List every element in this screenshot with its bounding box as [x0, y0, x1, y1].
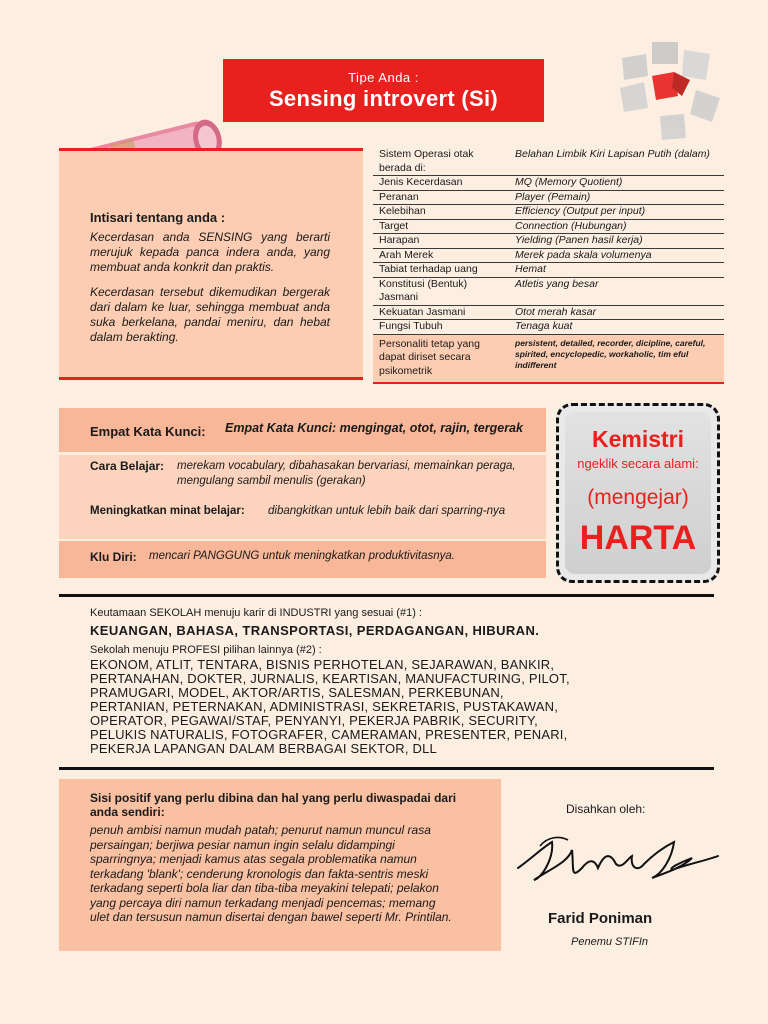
list-item: PERTANAHAN, DOKTER, JURNALIS, KEARTISAN, MANUFACTURING, PILOT,: [90, 671, 570, 686]
kemistri-harta: HARTA: [579, 519, 697, 557]
kemistri-title: Kemistri: [591, 426, 685, 452]
trait-label: Personaliti tetap yang dapat diriset secara psikometrik: [373, 334, 509, 382]
list-item: PELUKIS NATURALIS, FOTOGRAFER, CAMERAMAN, PRESENTER, PENARI,: [90, 727, 568, 742]
sisi-title: Sisi positif yang perlu dibina dan hal yang perlu diwaspadai dari anda sendiri:: [90, 791, 457, 819]
table-row: [373, 219, 724, 234]
trait-value: MQ (Memory Quotient): [509, 176, 724, 191]
klu-label: Klu Diri:: [90, 550, 137, 564]
table-row: [373, 176, 724, 191]
kemistri-card: [556, 403, 720, 583]
trait-value: Atletis yang besar: [509, 277, 724, 305]
table-row: [373, 205, 724, 220]
intisari-paragraph-2: Kecerdasan tersebut dikemudikan bergerak dari dalam ke luar, sehingga membuat anda suka berkelana, pandai meniru, dan hebat dalam berakting.: [90, 285, 330, 344]
list-item: EKONOM, ATLIT, TENTARA, BISNIS PERHOTELAN, SEJARAWAN, BANKIR,: [90, 657, 555, 672]
trait-label: Sistem Operasi otak berada di:: [373, 146, 509, 176]
cara-belajar-label: Cara Belajar:: [90, 459, 165, 473]
trait-label: Harapan: [373, 234, 509, 249]
intisari-paragraph-1: Kecerdasan anda SENSING yang berarti merujuk kepada panca indera anda, yang membuat anda konkrit dan praktis.: [90, 230, 330, 274]
table-row: [373, 263, 724, 278]
trait-label: Konstitusi (Bentuk) Jasmani: [373, 277, 509, 305]
table-row: [373, 305, 724, 320]
divider: [59, 594, 714, 597]
career-list: [90, 658, 610, 756]
table-row: [373, 190, 724, 205]
minat-value: dibangkitkan untuk lebih baik dari sparring-nya: [268, 505, 506, 517]
trait-label: Peranan: [373, 190, 509, 205]
list-item: PEKERJA LAPANGAN DALAM BERBAGAI SEKTOR, DLL: [90, 741, 437, 756]
cara-belajar-value: merekam vocabulary, dibahasakan bervariasi, memainkan peraga, mengulang sambil menulis (gerakan): [177, 460, 516, 487]
trait-value: persistent, detailed, recorder, dicipline, careful, spirited, encyclopedic, workaholic, tim eful indifferent: [509, 334, 724, 382]
list-item: OPERATOR, PEGAWAI/STAF, PENYANYI, PEKERJA PABRIK, SECURITY,: [90, 713, 538, 728]
table-row: [373, 234, 724, 249]
kunci-label: Empat Kata Kunci:: [90, 424, 206, 439]
trait-value: Otot merah kasar: [509, 305, 724, 320]
trait-label: Target: [373, 219, 509, 234]
career-main: KEUANGAN, BAHASA, TRANSPORTASI, PERDAGANGAN, HIBURAN.: [90, 623, 540, 638]
intisari-title: Intisari tentang anda :: [90, 210, 226, 225]
table-row: [373, 248, 724, 263]
trait-label: Fungsi Tubuh: [373, 320, 509, 335]
signer-name: Farid Poniman: [548, 910, 653, 927]
table-row: [373, 334, 724, 382]
type-header: [223, 59, 544, 122]
list-item: PERTANIAN, PETERNAKAN, ADMINISTRASI, SEKRETARIS, PUSTAKAWAN,: [90, 699, 559, 714]
trait-label: Kekuatan Jasmani: [373, 305, 509, 320]
table-row: [373, 277, 724, 305]
career-note-2: Sekolah menuju PROFESI pilihan lainnya (#2) :: [90, 644, 322, 656]
signature-icon: [512, 828, 722, 898]
type-title: Sensing introvert (Si): [268, 86, 499, 111]
traits-table: [373, 146, 724, 382]
divider: [59, 767, 714, 770]
table-row: [373, 320, 724, 335]
table-row: [373, 146, 724, 176]
klu-value: mencari PANGGUNG untuk meningkatkan produktivitasnya.: [149, 550, 455, 562]
traits-table-wrapper: [373, 146, 724, 384]
minat-label: Meningkatkan minat belajar:: [90, 505, 245, 517]
stifin-logo-icon: [612, 36, 727, 141]
trait-value: Yielding (Panen hasil kerja): [509, 234, 724, 249]
trait-value: Player (Pemain): [509, 190, 724, 205]
signer-role: Penemu STIFIn: [571, 936, 649, 948]
kunci-value: Empat Kata Kunci: mengingat, otot, rajin, tergerak: [225, 421, 523, 435]
trait-label: Tabiat terhadap uang: [373, 263, 509, 278]
trait-value: Tenaga kuat: [509, 320, 724, 335]
disahkan-label: Disahkan oleh:: [566, 802, 646, 816]
trait-label: Jenis Kecerdasan: [373, 176, 509, 191]
list-item: PRAMUGARI, MODEL, AKTOR/ARTIS, SALESMAN, PERKEBUNAN,: [90, 685, 504, 700]
trait-value: Efficiency (Output per input): [509, 205, 724, 220]
kemistri-subtitle: ngeklik secara alami:: [577, 456, 699, 471]
trait-value: Merek pada skala volumenya: [509, 248, 724, 263]
trait-value: Hemat: [509, 263, 724, 278]
sisi-text: penuh ambisi namun mudah patah; penurut namun muncul rasa persaingan; berjiwa pesiar namun ingin selalu didampingi sparringnya; menjadi kamus atas segala problematika namun terkadang 'blank'; cenderung kronologis dan fakta-sentris meski terkadang seperti bola liar dan tiba-tiba meyakini telepati; pelakon yang percaya diri namun terkadang menjadi pencemas; memang ulet dan tersusun namun disertai dengan bawel seperti Mr. Printilan.: [90, 823, 452, 924]
trait-label: Arah Merek: [373, 248, 509, 263]
trait-value: Connection (Hubungan): [509, 219, 724, 234]
type-subtitle: Tipe Anda :: [348, 70, 419, 85]
trait-value: Belahan Limbik Kiri Lapisan Putih (dalam): [509, 146, 724, 176]
career-note-1: Keutamaan SEKOLAH menuju karir di INDUSTRI yang sesuai (#1) :: [90, 607, 422, 619]
kemistri-mengejar: (mengejar): [587, 486, 689, 509]
trait-label: Kelebihan: [373, 205, 509, 220]
